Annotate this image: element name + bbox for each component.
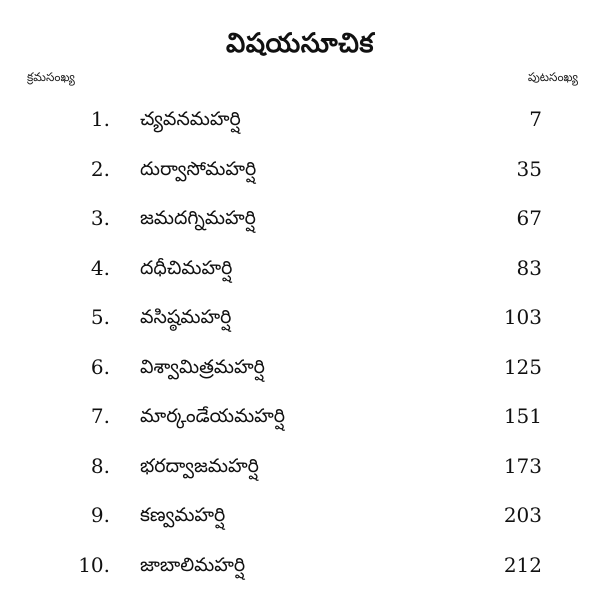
toc-entry xyxy=(0,100,600,150)
toc-entry-title: విశ్వామిత్రమహర్షి xyxy=(140,355,265,378)
toc-entry-number: 3. xyxy=(90,206,110,230)
toc-entry xyxy=(0,249,600,299)
toc-entry-number: 5. xyxy=(90,305,110,329)
toc-entry-page: 125 xyxy=(503,354,542,379)
toc-entry-page: 203 xyxy=(503,503,542,527)
table-of-contents xyxy=(0,100,600,595)
toc-entry-title: దుర్వాసోమహర్షి xyxy=(140,157,257,180)
toc-entry-number: 6. xyxy=(90,354,110,379)
toc-entry-title: కణ్వమహర్షి xyxy=(140,504,226,526)
toc-entry-number: 10. xyxy=(78,552,110,577)
toc-entry-page: 67 xyxy=(516,206,542,230)
toc-entry-title: భరద్వాజమహర్షి xyxy=(140,454,259,477)
toc-entry-page: 173 xyxy=(503,453,542,478)
toc-entry-page: 151 xyxy=(503,404,542,428)
toc-entry xyxy=(0,447,600,497)
toc-entry-title: జమదగ్నిమహర్షి xyxy=(140,207,256,229)
toc-entry xyxy=(0,298,600,348)
toc-entry-title: దధీచిమహర్షి xyxy=(140,256,233,279)
page-number-header: పుటసంఖ్య xyxy=(527,70,578,84)
toc-entry-number: 9. xyxy=(90,503,110,527)
toc-entry-page: 83 xyxy=(516,255,542,280)
page-title: విషయసూచిక xyxy=(226,28,374,59)
toc-entry-page: 103 xyxy=(503,305,542,329)
toc-entry xyxy=(0,150,600,200)
toc-entry-title: మార్కండేయమహర్షి xyxy=(140,405,286,427)
toc-entry-number: 8. xyxy=(90,453,110,478)
toc-entry-page: 35 xyxy=(516,156,542,181)
toc-entry-page: 7 xyxy=(529,107,542,131)
toc-entry xyxy=(0,546,600,595)
toc-entry-number: 4. xyxy=(90,255,110,280)
toc-entry-title: చ్యవనమహర్షి xyxy=(140,108,241,130)
toc-entry-number: 7. xyxy=(90,404,110,428)
toc-entry xyxy=(0,496,600,546)
serial-number-header: క్రమసంఖ్య xyxy=(27,70,75,84)
toc-entry-page: 212 xyxy=(503,552,542,577)
toc-entry-number: 2. xyxy=(90,156,110,181)
toc-entry xyxy=(0,348,600,398)
toc-entry-number: 1. xyxy=(90,107,110,131)
toc-entry xyxy=(0,199,600,249)
toc-entry-title: జాబాలిమహర్షి xyxy=(140,553,246,576)
toc-entry-title: వసిష్ఠమహర్షి xyxy=(140,306,232,328)
toc-entry xyxy=(0,397,600,447)
